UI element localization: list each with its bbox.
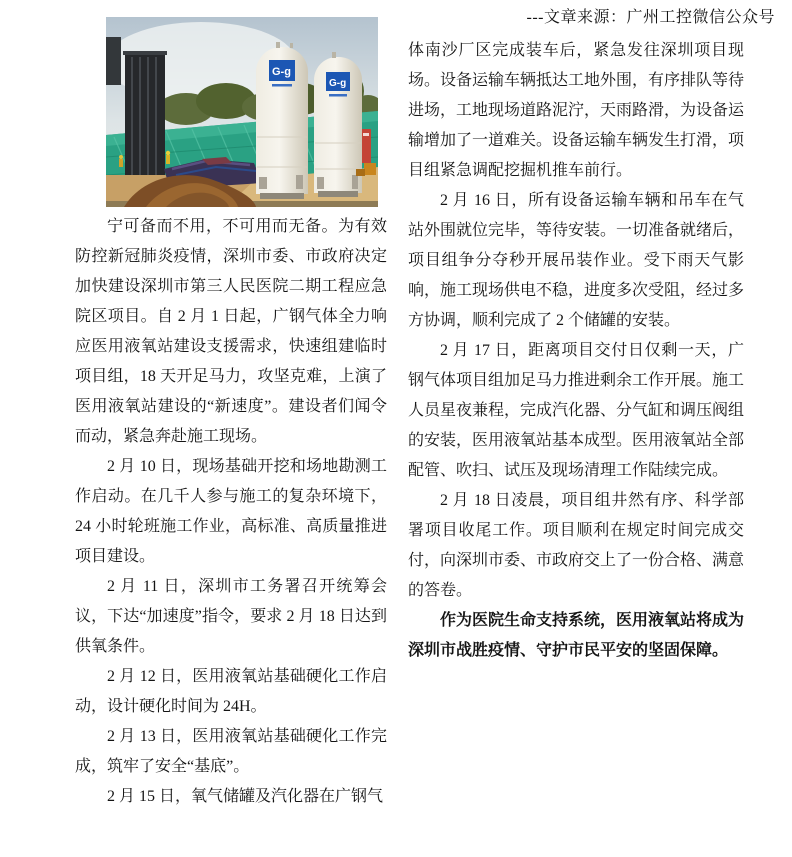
paragraph-feb15-continued: 体南沙厂区完成装车后，紧急发往深圳项目现场。设备运输车辆抵达工地外围，有序排队等待进场，工地现场道路泥泞，天雨路滑，为设备运输增加了一道难关。设备运输车辆发生打滑，项目组紧急调配挖掘机推车前行。: [408, 42, 745, 179]
tank-logo-text-2: G-g: [329, 78, 347, 89]
paragraph-feb10: 2 月 10 日，现场基础开挖和场地勘测工作启动。在几千人参与施工的复杂环境下，24 小时轮班施工作业，高标准、高质量推进项目建设。: [75, 458, 387, 565]
construction-photo-illustration: [106, 17, 378, 207]
oxygen-tank-1: [256, 42, 308, 199]
oxygen-tank-2: [314, 52, 362, 197]
paragraph-feb12: 2 月 12 日，医用液氧站基础硬化工作启动，设计硬化时间为 24H。: [75, 668, 387, 715]
paragraph-feb13: 2 月 13 日，医用液氧站基础硬化工作完成，筑牢了安全“基底”。: [75, 728, 387, 775]
paragraph-feb17: 2 月 17 日，距离项目交付日仅剩一天，广钢气体项目组加足马力推进剩余工作开展。施工人员星夜兼程，完成汽化器、分气缸和调压阀组的安装，医用液氧站基本成型。医用液氧站全部配管、吹扫、试压及现场清理工作陆续完成。: [408, 342, 745, 479]
tank-logo-text: G-g: [272, 66, 291, 78]
right-column: [408, 36, 744, 666]
paragraph-feb15-start: 2 月 15 日，氧气储罐及汽化器在广钢气: [107, 788, 384, 805]
paragraph-feb18: 2 月 18 日凌晨，项目组井然有序、科学部署项目收尾工作。项目顺利在规定时间完成交付，向深圳市委、市政府交上了一份合格、满意的答卷。: [408, 492, 745, 599]
paragraph-feb11: 2 月 11 日，深圳市工务署召开统筹会议，下达“加速度”指令，要求 2 月 18 日达到供氧条件。: [75, 578, 387, 655]
paragraph-conclusion: 作为医院生命支持系统，医用液氧站将成为深圳市战胜疫情、守护市民平安的坚固保障。: [408, 612, 745, 659]
paragraph-intro: 宁可备而不用，不可用而无备。为有效防控新冠肺炎疫情，深圳市委、市政府决定加快建设深圳市第三人民医院二期工程应急院区项目。自 2 月 1 日起，广钢气体全力响应医用液氧站建设支援需求，快速组建临时项目组，18 天开足马力，攻坚克难，上演了医用液氧站建设的“新速度”。建设者们闻令而动，紧急奔赴施工现场。: [75, 218, 387, 445]
left-column: [75, 212, 387, 812]
source-attribution: ---文章来源：广州工控微信公众号: [526, 9, 775, 26]
paragraph-feb16: 2 月 16 日，所有设备运输车辆和吊车在气站外围就位完毕，等待安装。一切准备就绪后，项目组争分夺秒开展吊装作业。受下雨天气影响，施工现场供电不稳，进度多次受阻，经过多方协调，顺利完成了 2 个储罐的安装。: [408, 192, 745, 329]
construction-site-photo: [106, 17, 378, 207]
